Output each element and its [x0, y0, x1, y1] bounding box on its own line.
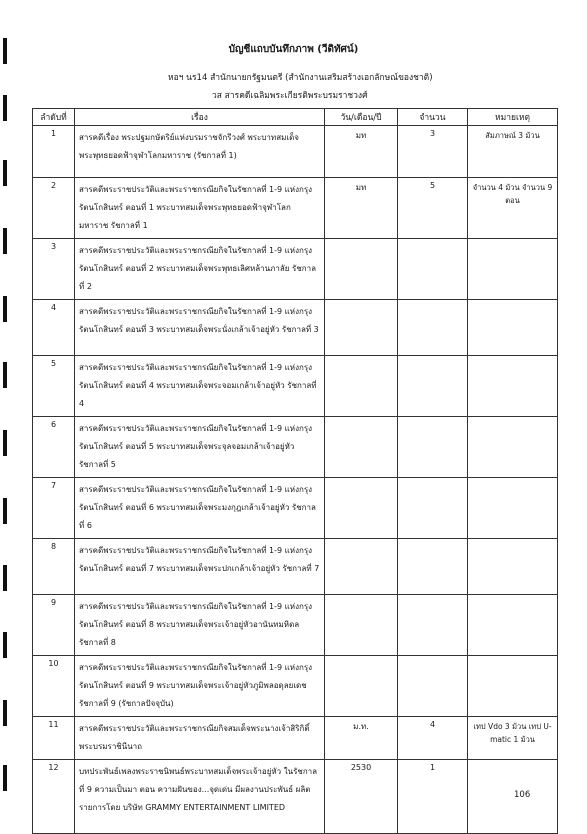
row-no: 9	[33, 595, 75, 656]
header-date: วัน/เดือน/ปี	[325, 109, 398, 126]
row-count	[398, 300, 468, 356]
binder-mark	[3, 95, 7, 121]
row-date: มท	[325, 178, 398, 239]
row-date: 2530	[325, 760, 398, 834]
row-remark	[468, 300, 558, 356]
row-date	[325, 239, 398, 300]
row-remark: เทป Vdo 3 ม้วน เทป U-matic 1 ม้วน	[468, 717, 558, 760]
row-date	[325, 417, 398, 478]
row-title: สารคดีพระราชประวัติและพระราชกรณียกิจในรัชกาลที่ 1-9 แห่งกรุงรัตนโกสินทร์ ตอนที่ 3 พระบาทสมเด็จพระนั่งเกล้าเจ้าอยู่หัว รัชกาลที่ 3	[75, 300, 325, 356]
document-subtitle-series: วส สารคดีเฉลิมพระเกียรติพระบรมราชวงศ์	[212, 91, 368, 101]
page-number: 106	[514, 790, 531, 800]
row-date	[325, 656, 398, 717]
table-row	[33, 717, 558, 760]
table-header-row	[33, 109, 558, 126]
row-title: สารคดีพระราชประวัติและพระราชกรณียกิจในรัชกาลที่ 1-9 แห่งกรุงรัตนโกสินทร์ ตอนที่ 5 พระบาทสมเด็จพระจุลจอมเกล้าเจ้าอยู่หัว รัชกาลที่ 5	[75, 417, 325, 478]
row-no: 12	[33, 760, 75, 834]
binder-mark	[3, 362, 7, 388]
binder-mark	[3, 430, 7, 456]
row-title: สารคดีพระราชประวัติและพระราชกรณียกิจในรัชกาลที่ 1-9 แห่งกรุงรัตนโกสินทร์ ตอนที่ 9 พระบาทสมเด็จพระเจ้าอยู่หัวภูมิพลอดุลยเดช รัชกาลที่ 9 (รัชกาลปัจจุบัน)	[75, 656, 325, 717]
binder-mark	[3, 700, 7, 726]
binder-mark	[3, 632, 7, 658]
table-row	[33, 656, 558, 717]
row-no: 1	[33, 126, 75, 178]
header-no: ลำดับที่	[33, 109, 75, 126]
table-row	[33, 417, 558, 478]
row-date	[325, 478, 398, 539]
row-remark	[468, 539, 558, 595]
row-count: 5	[398, 178, 468, 239]
row-title: สารคดีพระราชประวัติและพระราชกรณียกิจในรัชกาลที่ 1-9 แห่งกรุงรัตนโกสินทร์ ตอนที่ 6 พระบาทสมเด็จพระมงกุฎเกล้าเจ้าอยู่หัว รัชกาลที่ 6	[75, 478, 325, 539]
row-no: 5	[33, 356, 75, 417]
row-no: 10	[33, 656, 75, 717]
row-date	[325, 300, 398, 356]
row-date	[325, 595, 398, 656]
row-title: สารคดีเรื่อง พระปฐมกษัตริย์แห่งบรมราชจักรีวงศ์ พระบาทสมเด็จพระพุทธยอดฟ้าจุฬาโลกมหาราช (รัชกาลที่ 1)	[75, 126, 325, 178]
row-no: 3	[33, 239, 75, 300]
document-subtitle-agency: หอฯ นร14 สำนักนายกรัฐมนตรี (สำนักงานเสริมสร้างเอกลักษณ์ของชาติ)	[168, 73, 433, 83]
binder-mark	[3, 765, 7, 791]
header-remark: หมายเหตุ	[468, 109, 558, 126]
row-remark	[468, 417, 558, 478]
header-title: เรื่อง	[75, 109, 325, 126]
row-title: สารคดีพระราชประวัติและพระราชกรณียกิจในรัชกาลที่ 1-9 แห่งกรุงรัตนโกสินทร์ ตอนที่ 7 พระบาทสมเด็จพระปกเกล้าเจ้าอยู่หัว รัชกาลที่ 7	[75, 539, 325, 595]
row-no: 7	[33, 478, 75, 539]
register-table	[32, 108, 558, 834]
row-count	[398, 239, 468, 300]
row-title: บทประพันธ์เพลงพระราชนิพนธ์พระบาทสมเด็จพระเจ้าอยู่หัว ในรัชกาลที่ 9 ความเป็นมา ตอน ความฝันของ...จุดเด่น มีผลงานประพันธ์ ผลิตรายการโดย บริษัท GRAMMY ENTERTAINMENT LIMITED	[75, 760, 325, 834]
row-count	[398, 417, 468, 478]
row-no: 8	[33, 539, 75, 595]
table-row	[33, 539, 558, 595]
row-date: ม.ท.	[325, 717, 398, 760]
header-count: จำนวน	[398, 109, 468, 126]
row-remark: สัมภาษณ์ 3 ม้วน	[468, 126, 558, 178]
row-remark: จำนวน 4 ม้วน จำนวน 9 ตอน	[468, 178, 558, 239]
row-remark	[468, 478, 558, 539]
row-no: 2	[33, 178, 75, 239]
table-row	[33, 178, 558, 239]
table-row	[33, 300, 558, 356]
row-remark	[468, 595, 558, 656]
row-count	[398, 356, 468, 417]
row-count: 1	[398, 760, 468, 834]
row-count	[398, 656, 468, 717]
row-date	[325, 539, 398, 595]
row-count	[398, 539, 468, 595]
table-row	[33, 478, 558, 539]
binder-mark	[3, 228, 7, 254]
binder-mark	[3, 565, 7, 591]
table-row	[33, 595, 558, 656]
table-row	[33, 356, 558, 417]
row-title: สารคดีพระราชประวัติและพระราชกรณียกิจในรัชกาลที่ 1-9 แห่งกรุงรัตนโกสินทร์ ตอนที่ 2 พระบาทสมเด็จพระพุทธเลิศหล้านภาลัย รัชกาลที่ 2	[75, 239, 325, 300]
table-row	[33, 239, 558, 300]
row-title: สารคดีพระราชประวัติและพระราชกรณียกิจในรัชกาลที่ 1-9 แห่งกรุงรัตนโกสินทร์ ตอนที่ 8 พระบาทสมเด็จพระเจ้าอยู่หัวอานันทมหิดล รัชกาลที่ 8	[75, 595, 325, 656]
row-count	[398, 478, 468, 539]
row-remark	[468, 239, 558, 300]
row-count: 4	[398, 717, 468, 760]
row-remark	[468, 356, 558, 417]
binder-mark	[3, 296, 7, 322]
row-title: สารคดีพระราชประวัติและพระราชกรณียกิจในรัชกาลที่ 1-9 แห่งกรุงรัตนโกสินทร์ ตอนที่ 1 พระบาทสมเด็จพระพุทธยอดฟ้าจุฬาโลกมหาราช รัชกาลที่ 1	[75, 178, 325, 239]
row-count	[398, 595, 468, 656]
binder-mark	[3, 160, 7, 186]
row-no: 11	[33, 717, 75, 760]
row-no: 6	[33, 417, 75, 478]
row-no: 4	[33, 300, 75, 356]
binder-mark	[3, 498, 7, 524]
row-count: 3	[398, 126, 468, 178]
row-remark	[468, 656, 558, 717]
row-title: สารคดีพระราชประวัติและพระราชกรณียกิจสมเด็จพระนางเจ้าสิริกิติ์ พระบรมราชินีนาถ	[75, 717, 325, 760]
table-row	[33, 760, 558, 834]
table-row	[33, 126, 558, 178]
row-remark	[468, 760, 558, 834]
row-date	[325, 356, 398, 417]
document-title: บัญชีแถบบันทึกภาพ (วีดิทัศน์)	[228, 44, 359, 55]
row-date: มท	[325, 126, 398, 178]
row-title: สารคดีพระราชประวัติและพระราชกรณียกิจในรัชกาลที่ 1-9 แห่งกรุงรัตนโกสินทร์ ตอนที่ 4 พระบาทสมเด็จพระจอมเกล้าเจ้าอยู่หัว รัชกาลที่ 4	[75, 356, 325, 417]
